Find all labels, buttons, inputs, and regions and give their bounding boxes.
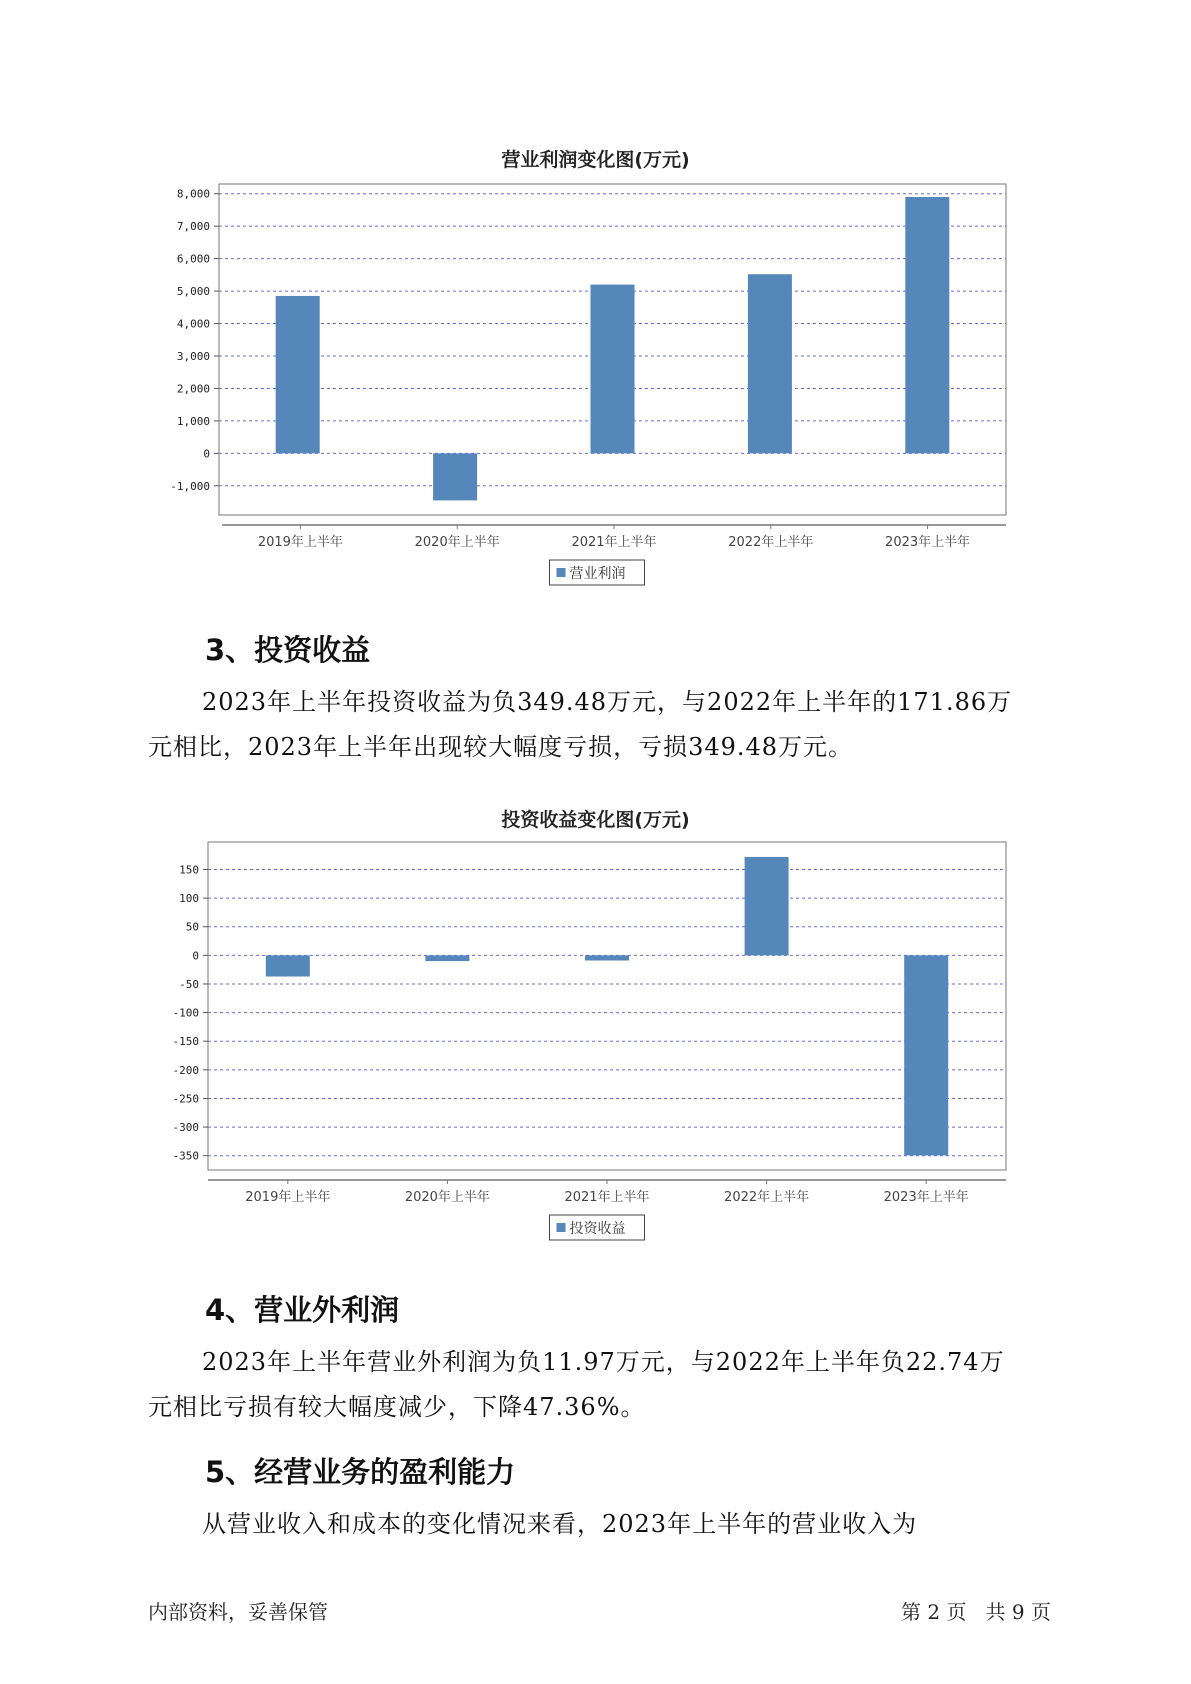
bar xyxy=(905,197,949,453)
x-tick-label: 2019年上半年 xyxy=(245,1190,331,1205)
y-tick-label: 50 xyxy=(185,920,199,934)
y-tick-label: 6,000 xyxy=(176,252,210,266)
y-tick-label: 4,000 xyxy=(176,317,210,331)
bar xyxy=(591,285,635,454)
x-tick-label: 2023年上半年 xyxy=(883,1190,969,1205)
footer-page-number: 第 2 页 共 9 页 xyxy=(901,1600,1051,1624)
footer-confidential-note: 内部资料，妥善保管 xyxy=(148,1600,328,1624)
paragraph-line: 元相比亏损有较大幅度减少，下降47.36%。 xyxy=(148,1393,646,1421)
y-tick-label: 0 xyxy=(203,447,210,461)
y-tick-label: 2,000 xyxy=(176,382,210,396)
nonoperating-paragraph xyxy=(148,1340,1048,1430)
y-tick-label: -300 xyxy=(172,1121,199,1135)
bar xyxy=(748,274,792,453)
y-tick-label: 5,000 xyxy=(176,285,210,299)
y-tick-label: 8,000 xyxy=(176,187,210,201)
bar xyxy=(585,955,629,960)
y-tick-label: -200 xyxy=(172,1063,199,1077)
legend-label: 投资收益 xyxy=(569,1221,626,1237)
section-heading-investment: 3、投资收益 xyxy=(205,633,371,667)
x-tick-label: 2023年上半年 xyxy=(885,535,971,550)
y-tick-label: -50 xyxy=(179,977,199,991)
x-tick-label: 2019年上半年 xyxy=(257,535,343,550)
paragraph-line: 从营业收入和成本的变化情况来看，2023年上半年的营业收入为 xyxy=(202,1510,918,1538)
operating-profit-chart xyxy=(0,160,1191,600)
plot-area xyxy=(208,842,1006,1170)
x-tick-label: 2021年上半年 xyxy=(571,535,657,550)
investment-paragraph xyxy=(148,680,1048,770)
bar xyxy=(745,857,789,955)
y-tick-label: -350 xyxy=(172,1149,199,1163)
x-tick-label: 2022年上半年 xyxy=(724,1190,810,1205)
section-heading-profitability: 5、经营业务的盈利能力 xyxy=(205,1455,516,1489)
legend-swatch xyxy=(557,1223,566,1232)
bar xyxy=(266,955,310,976)
y-tick-label: 3,000 xyxy=(176,349,210,363)
x-tick-label: 2022年上半年 xyxy=(728,535,814,550)
paragraph-line: 2023年上半年投资收益为负349.48万元，与2022年上半年的171.86万 xyxy=(202,688,1013,716)
bar xyxy=(276,296,320,453)
x-tick-label: 2020年上半年 xyxy=(414,535,500,550)
bar xyxy=(425,955,469,961)
paragraph-line: 元相比，2023年上半年出现较大幅度亏损，亏损349.48万元。 xyxy=(148,733,854,761)
x-tick-label: 2020年上半年 xyxy=(404,1190,490,1205)
y-tick-label: 0 xyxy=(192,949,199,963)
y-tick-label: 100 xyxy=(179,892,199,906)
x-tick-label: 2021年上半年 xyxy=(564,1190,650,1205)
chart-title-operating-profit: 营业利润变化图(万元) xyxy=(501,149,690,171)
y-tick-label: 150 xyxy=(179,863,199,877)
y-tick-label: -100 xyxy=(172,1006,199,1020)
y-tick-label: -250 xyxy=(172,1092,199,1106)
investment-income-chart xyxy=(0,820,1191,1240)
chart-title-investment-income: 投资收益变化图(万元) xyxy=(501,809,690,831)
y-tick-label: 7,000 xyxy=(176,220,210,234)
legend-label: 营业利润 xyxy=(569,566,626,582)
y-tick-label: -1,000 xyxy=(170,479,210,493)
y-tick-label: 1,000 xyxy=(176,414,210,428)
section-heading-nonoperating: 4、营业外利润 xyxy=(205,1293,400,1327)
profitability-paragraph xyxy=(148,1502,1048,1547)
bar xyxy=(904,955,948,1155)
paragraph-line: 2023年上半年营业外利润为负11.97万元，与2022年上半年负22.74万 xyxy=(202,1348,1005,1376)
legend-swatch xyxy=(557,568,566,577)
bar xyxy=(433,453,477,500)
y-tick-label: -150 xyxy=(172,1035,199,1049)
